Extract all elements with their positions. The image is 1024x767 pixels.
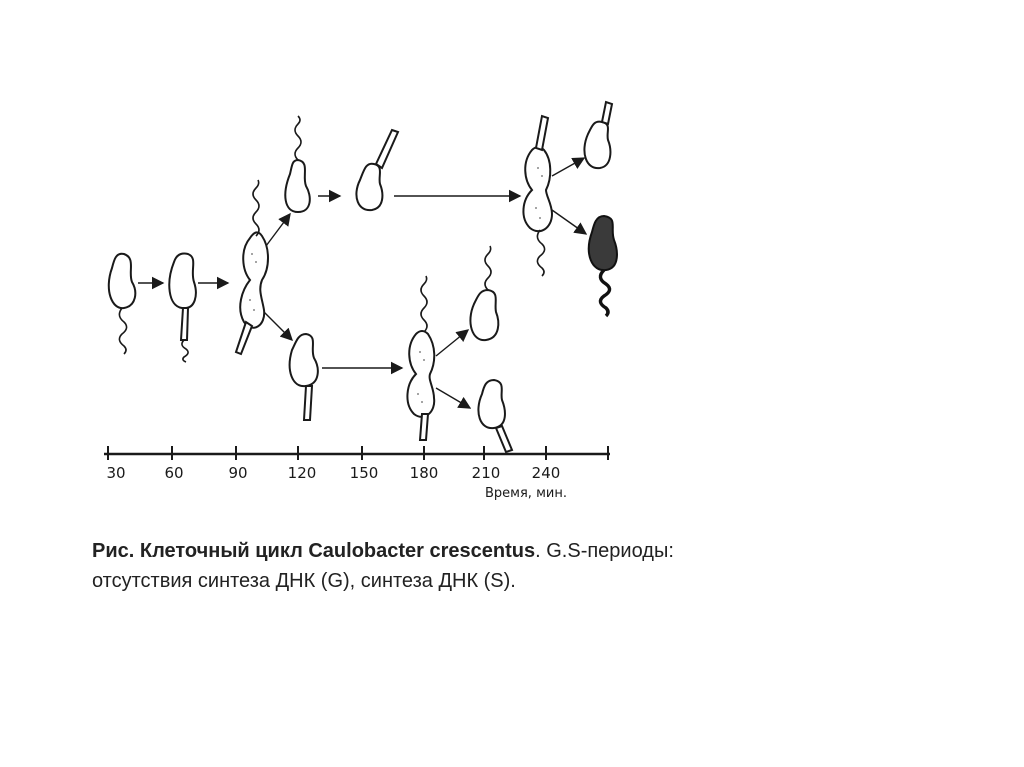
figure-caption [92, 536, 682, 596]
cell-daughter-stalked-210 [478, 380, 512, 452]
tick-label: 120 [287, 464, 317, 482]
tick-label: 90 [228, 464, 248, 482]
time-axis [104, 446, 610, 501]
cell-swarmer-120-upper [285, 116, 309, 212]
cell-daughter-stalked-top [584, 102, 612, 168]
axis-title: Время, мин. [485, 486, 567, 501]
tick-label: 180 [409, 464, 439, 482]
arrow-180-up [436, 330, 468, 356]
tick-label: 240 [531, 464, 561, 482]
arrow-240-up [552, 158, 584, 176]
caption-rest: . G.S-периоды: отсутствия синтеза ДНК (G), синтеза ДНК (S). [92, 540, 674, 592]
tick-label: 210 [471, 464, 501, 482]
cell-predivisional-180 [407, 276, 434, 440]
cell-stalked-60 [169, 253, 195, 362]
cell-daughter-swarmer-210 [470, 246, 498, 340]
tick-label: 150 [349, 464, 379, 482]
arrow-90-up [266, 214, 290, 246]
arrow-240-down [552, 210, 586, 234]
arrow-180-down [436, 388, 470, 408]
cell-daughter-swarmer-dark [589, 216, 617, 316]
cell-swarmer-30 [109, 254, 135, 354]
tick-label: 30 [106, 464, 126, 482]
cell-predivisional-90 [236, 180, 268, 354]
tick-label: 60 [164, 464, 184, 482]
caption-bold: Рис. Клеточный цикл Caulobacter crescentus [92, 540, 536, 562]
arrow-90-down [264, 312, 292, 340]
cell-stalked-150-upper [356, 130, 398, 210]
cell-swarmer-120-lower [290, 334, 318, 420]
cell-predivisional-240 [523, 116, 552, 276]
